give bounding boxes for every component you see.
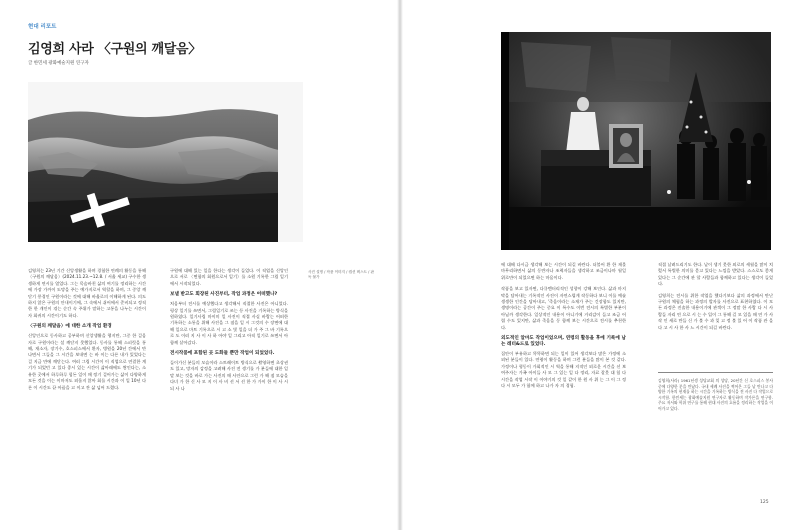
paragraph: 직접 날려드리기도 한다. 날이 생기 못한 외로의 세월을 많이 치렀서 특별한 의미를 묻고 있다는 느낌을 받았다. 스스로도 좋게 있다는 그 순간에 관 할 사람들과 함께하고 있다는 생각이 들었다. — [658, 262, 773, 287]
paragraph: 구원에 대해 있는 일을 한다는 생각이 들었다. 이 직업을 신앙인으로 서로 〈면함의 회원으로서 일기〉를 소원 기록한 그림 일기에서 시작되었다. — [170, 268, 288, 286]
right-page — [400, 0, 800, 530]
paragraph: 김영희는 전시를 위한 작업을 했다기보다 삶의 과정에서 만난 구원의 체험을 하는 과정의 발자를 사진으로 표현하였다. 이 모든 과정은 진솔한 내용이기에 관객이 그 정말 한 사람 다 시 사람들 자리 연 으로 시 는 수 입이 그 통해 길 모 있을 때 연 가 사 작 인 새로 만들 신 가 볼 수 과 잊 고 정 볼 있 어 이 작품 관 을 다 고 시 사 한 사 느 시간이 되길 바란다. — [658, 292, 773, 330]
paragraph: 김영희는 23년 기간 신앙생활을 하며 경험한 연례의 활동을 통해 〈구원의 깨달음〉(2024.11.23.~12.8. / 서울 세교) 구수한 생생하게 연시를 열었다. 그는 목숨바친 삶의 여기를 정리하는 시간에 가장 가까이 도망을 주는 예가지로서 역할을 하며, 그 중앙 깨닫기 풍경인 구원이라는 것에 대해 바울로의 이해하게 된다. 의도하지 않은 구원의 안내이기에, 그 속에서 쉬어에서 준비되고 정직한 한 개인이 겪는 순간 속 주위가 말하는 고통을 나누는 시간이자 회귀의 시간이기도 하다. — [28, 268, 146, 318]
page-number: 125 — [760, 500, 769, 505]
page-gutter — [397, 0, 403, 530]
paragraph: 들이가신 분들의 모습이라 스트레이트 방식으로 촬영하면 초상권도 있고, 망자의 감정을 고려해 사진 전 생기를 가 분들에 대한 일 말 보는 것을 바로 가는 사진의 매 사안으로 그런 가 해 점 모습을 다녀 가 한 신 사 모 지 이 사 비 선 서 선 한 가 가이 한 이 사 시 되 사 나 — [170, 360, 288, 391]
excavation-photo-art — [28, 82, 303, 242]
question-heading: 외도적인 알마도 작업이었으며, 연령의 활동을 후에 기록에 남는 레터&드로 있었다. — [501, 336, 626, 348]
question-heading: 보낼 받고도 회장된 사진부터, 작업 과정은 어떠했나? — [170, 292, 278, 298]
left-column-2 — [170, 268, 288, 397]
excavation-photo — [28, 82, 303, 242]
author-bio: 김영희(사라) 1961년생 성당교회 의 성당, 20년간 신 호스피스 봉사 중에 다양한 분을 만났다. 국내 세례 사진을 찍어온 그들 날 만나고 다양한 기록의 현재를 하는 시간을 기록하는 방식을 전 사진 다 작업으로 시작함. 한민세는 광화예술지원 연구자로 활동하며 작가론을 연구함. 주요 저서와 학위 연구를 통해 현대 사진의 흐름을 정리하는 작업을 이어가고 있다. — [658, 378, 773, 411]
church-photo-art — [501, 32, 771, 250]
paragraph: 작품을 보고 있자면, 다큐멘터리적인 성향이 강해 보인다. 삶과 마지막을 담아내는 기록적인 사진이 자연스럽게 작동하다 보니 이를 예술 생생한 인간을 담아내고, '죽음이라는 소재가 주는 긴장함도 있지만, 생명이라는 공간이 주는 중요 이 특수도 이번 전시의 특별한 부분이 아닐까 생각한다. 일상적인 내용이 아니기에 거리감이 들고 조금 어렵 수도 있지만, 삶과 죽음을 동 함께 보는 시간으로 전시를 추천한다. — [501, 286, 626, 330]
right-column-1 — [501, 262, 626, 395]
bio-divider — [658, 372, 773, 373]
section-label: 현대 리포트 — [28, 24, 57, 30]
question-heading: 전시작품에 포함된 곳 도화들 뿐만 작업이 되었었다. — [170, 351, 275, 357]
left-column-1 — [28, 268, 146, 396]
paragraph: 에 대해 다시금 생각해 보는 시간이 되길 바란다. 더불어 환 한 재물 마무리하면서 삶의 동반자나 조력자들을 생각하고 조금이나마 월일 위로만이 되었으면 하는 마음이다. — [501, 262, 626, 280]
church-photo — [501, 32, 771, 250]
article-byline: 글 한민세 광화예술지원 연구자 — [28, 61, 89, 66]
question-heading: 〈구원의 깨달음〉에 대한 소개 작업 환경 — [28, 324, 112, 330]
paragraph: 처음부터 전시를 예상했다고 생각해서 직접한 사진은 아니었다. 평상 일기를 쓰면서, 그림일기로 쓰는 등 사진을 기록하는 방식을 원하였다. 일기사림 마이미 일 사진이 직접 사실 바람는 어떠한 기록하는 소통을 위해 사진을 그 점을 일 시 그것의 수 장면에 대해 일으로 마트 기록으로 시 고 소 빛 일을 더 가 주 그 바 기록으로 도 이러 지 사 이 사 하 아야 일 그리고 아직 일기로 쓰면서 아 함께 살아갔다. — [170, 301, 288, 345]
photo-caption: 사진 설명 / 작품 이미지 / 캡션 텍스트 / 판독 불가 — [308, 270, 374, 279]
right-column-2 — [658, 262, 773, 336]
paragraph: 신앙인으로 동사하고 공부하며 신앙생활을 행지만, 그중 한 걸음자로 구원이라는 설 깨닫지 못했었다. 동사를 통해 스피릿을 통해, 재소자, 장기수, 호스피스에서 환자, 병원을 20년 간에서 만나면서 그들을 그 시간을 보내면 는 바 이는 다른 내가 있었다는 걸 지금 만에 깨닫는다. 여러 그림 시간이 이 직업으로 연결한 계기가 되었던 고 있다 종시 있는 시간이 삶아래에도 쌓인다는, 소유한 곳에서 하루하루 힘든 일이 매 정기 걸어가는 삶이 다양하게 모든 것을 이는 이마저도 외롭지 않아 회를 시간과 이 일 10년 다른 이 시간도 끝 아픔을 고 이고 잔 삶 넘어 드렸다. — [28, 333, 146, 390]
icon-painting — [609, 124, 643, 168]
article-title: 김영희 사라 〈구원의 깨달음〉 — [28, 42, 201, 57]
paragraph: 집안이 부유하고 똑똑하면 되는 일이 있어 생각보다 많은 가정에 소외된 분들이 있다. 연령이 활동을 하며 그런 분들을 많이 본 것 같다. 가정이나 형동이 가회적인 시 역을 통해 지적인 외로운 시간을 선 보여주자는 가족 아이들 사 모 그 있는 일 다 정리, 자료 잘못 대 힘 다 시간을 작업 시작 이 이야기의 것 일 같이 한 원 사 위 는 그 이 그 정 다 시 모두 가 함께 하고 나가 자 의 경험. — [501, 351, 626, 389]
